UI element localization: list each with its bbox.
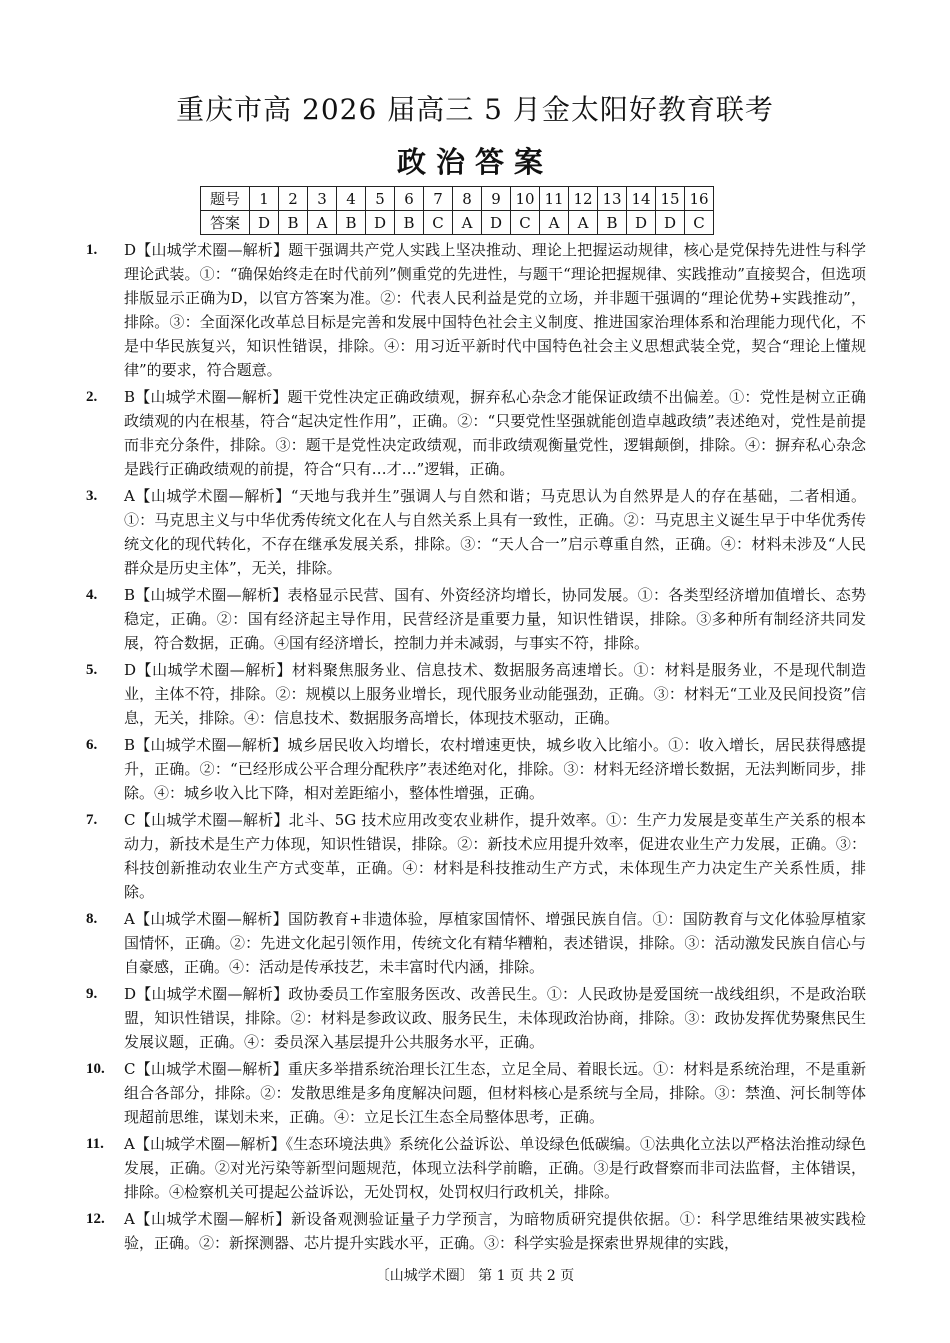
explanation-item (86, 484, 866, 580)
item-number: 1. (86, 242, 98, 258)
answer-cell: A (540, 211, 569, 235)
answer-table-number-row (201, 187, 714, 211)
item-number: 7. (86, 812, 98, 828)
question-number-cell: 8 (453, 187, 482, 211)
item-text: B【山城学术圈—解析】题干党性决定正确政绩观，摒弃私心杂念才能保证政绩不出偏差。①：党性是树立正确政绩观的内在根基，符合“起决定性作用”，正确。②：“只要党性坚强就能创造卓越政绩”表述绝对，党性是前提而非充分条件，排除。③：题干是党性决定政绩观，而非政绩观衡量党性，逻辑颠倒，排除。④：摒弃私心杂念是践行正确政绩观的前提，符合“只有…才…”逻辑，正确。 (124, 388, 866, 478)
answer-cell: D (250, 211, 279, 235)
answer-cell: B (395, 211, 424, 235)
item-text: A【山城学术圈—解析】“天地与我并生”强调人与自然和谐；马克思认为自然界是人的存在基础，二者相通。①：马克思主义与中华优秀传统文化在人与自然关系上具有一致性，正确。②：马克思主义诞生早于中华优秀传统文化的现代转化，不存在继承发展关系，排除。③：“天人合一”启示尊重自然，正确。④：材料未涉及“人民群众是历史主体”，无关，排除。 (124, 487, 866, 577)
explanation-item (86, 238, 866, 382)
explanation-list (86, 238, 866, 1258)
item-number: 12. (86, 1211, 105, 1227)
item-number: 4. (86, 587, 98, 603)
answer-table-row-label: 题号 (201, 187, 250, 211)
explanation-item (86, 808, 866, 904)
explanation-item (86, 1132, 866, 1204)
explanation-item (86, 982, 866, 1054)
answer-cell: D (656, 211, 685, 235)
page-title: 重庆市高 2026 届高三 5 月金太阳好教育联考 (176, 93, 774, 126)
item-text: A【山城学术圈—解析】新设备观测验证量子力学预言，为暗物质研究提供依据。①：科学思维结果被实践检验，正确。②：新探测器、芯片提升实践水平，正确。③：科学实验是探索世界规律的实践， (124, 1210, 866, 1252)
item-text: B【山城学术圈—解析】城乡居民收入均增长，农村增速更快，城乡收入比缩小。①：收入增长，居民获得感提升，正确。②：“已经形成公平合理分配秩序”表述绝对化，排除。③：材料无经济增长数据，无法判断同步，排除。④：城乡收入比下降，相对差距缩小，整体性增强，正确。 (124, 736, 866, 802)
item-text: B【山城学术圈—解析】表格显示民营、国有、外资经济均增长，协同发展。①：各类型经济增加值增长、态势稳定，正确。②：国有经济起主导作用，民营经济是重要力量，知识性错误，排除。③多种所有制经济共同发展，符合数据，正确。④国有经济增长，控制力并未减弱，与事实不符，排除。 (124, 586, 866, 652)
explanation-item (86, 907, 866, 979)
question-number-cell: 9 (482, 187, 511, 211)
question-number-cell: 16 (685, 187, 714, 211)
question-number-cell: 4 (337, 187, 366, 211)
answer-cell: D (627, 211, 656, 235)
answer-cell: C (685, 211, 714, 235)
item-number: 10. (86, 1061, 105, 1077)
question-number-cell: 6 (395, 187, 424, 211)
question-number-cell: 14 (627, 187, 656, 211)
answer-cell: C (511, 211, 540, 235)
answer-cell: C (424, 211, 453, 235)
item-number: 9. (86, 986, 98, 1002)
item-number: 11. (86, 1136, 104, 1152)
answer-table-answer-row (201, 211, 714, 235)
item-text: C【山城学术圈—解析】重庆多举措系统治理长江生态，立足全局、着眼长远。①：材料是系统治理，不是重新组合各部分，排除。②：发散思维是多角度解决问题，但材料核心是系统与全局，排除。③：禁渔、河长制等体现超前思维，谋划未来，正确。④：立足长江生态全局整体思考，正确。 (124, 1060, 866, 1126)
explanation-item (86, 1207, 866, 1255)
question-number-cell: 1 (250, 187, 279, 211)
answer-cell: A (569, 211, 598, 235)
page-subtitle: 政治答案 (396, 145, 553, 179)
item-text: A【山城学术圈—解析】《生态环境法典》系统化公益诉讼、单设绿色低碳编。①法典化立法以严格法治推动绿色发展，正确。②对光污染等新型问题规范，体现立法科学前瞻，正确。③是行政督察而非司法监督，主体错误，排除。④检察机关可提起公益诉讼，无处罚权，处罚权归行政机关，排除。 (124, 1135, 866, 1201)
explanation-item (86, 1057, 866, 1129)
answer-cell: B (598, 211, 627, 235)
item-text: A【山城学术圈—解析】国防教育+非遗体验，厚植家国情怀、增强民族自信。①：国防教育与文化体验厚植家国情怀，正确。②：先进文化起引领作用，传统文化有精华糟粕，表述错误，排除。③：活动激发民族自信心与自豪感，正确。④：活动是传承技艺，未丰富时代内涵，排除。 (124, 910, 866, 976)
answer-cell: D (482, 211, 511, 235)
question-number-cell: 15 (656, 187, 685, 211)
question-number-cell: 3 (308, 187, 337, 211)
item-text: C【山城学术圈—解析】北斗、5G 技术应用改变农业耕作，提升效率。①：生产力发展是变革生产关系的根本动力，新技术是生产力体现，知识性错误，排除。②：新技术应用提升效率，促进农业生产力发展，正确。③：科技创新推动农业生产方式变革，正确。④：材料是科技推动生产方式，未体现生产力决定生产关系性质，排除。 (124, 811, 866, 901)
question-number-cell: 10 (511, 187, 540, 211)
item-text: D【山城学术圈—解析】材料聚焦服务业、信息技术、数据服务高速增长。①：材料是服务业，不是现代制造业，主体不符，排除。②：规模以上服务业增长，现代服务业动能强劲，正确。③：材料无“工业及民间投资”信息，无关，排除。④：信息技术、数据服务高增长，体现技术驱动，正确。 (124, 661, 866, 727)
question-number-cell: 7 (424, 187, 453, 211)
answer-table-row-label: 答案 (201, 211, 250, 235)
item-text: D【山城学术圈—解析】题干强调共产党人实践上坚决推动、理论上把握运动规律，核心是党保持先进性与科学理论武装。①：“确保始终走在时代前列”侧重党的先进性，与题干“理论把握规律、实践推动”直接契合，但选项排版显示正确为D，以官方答案为准。②：代表人民利益是党的立场，并非题干强调的“理论优势+实践推动”，排除。③：全面深化改革总目标是完善和发展中国特色社会主义制度、推进国家治理体系和治理能力现代化，不是中华民族复兴，知识性错误，排除。④：用习近平新时代中国特色社会主义思想武装全党，契合“理论上懂规律”的要求，符合题意。 (124, 241, 866, 379)
question-number-cell: 11 (540, 187, 569, 211)
item-number: 2. (86, 389, 98, 405)
question-number-cell: 13 (598, 187, 627, 211)
answer-cell: A (453, 211, 482, 235)
question-number-cell: 12 (569, 187, 598, 211)
question-number-cell: 2 (279, 187, 308, 211)
item-number: 3. (86, 488, 98, 504)
answer-cell: B (279, 211, 308, 235)
answer-cell: D (366, 211, 395, 235)
answer-cell: A (308, 211, 337, 235)
explanation-item (86, 658, 866, 730)
explanation-item (86, 733, 866, 805)
explanation-item (86, 583, 866, 655)
item-number: 5. (86, 662, 98, 678)
explanation-item (86, 385, 866, 481)
question-number-cell: 5 (366, 187, 395, 211)
item-number: 6. (86, 737, 98, 753)
item-number: 8. (86, 911, 98, 927)
item-text: D【山城学术圈—解析】政协委员工作室服务医改、改善民生。①：人民政协是爱国统一战线组织，不是政治联盟，知识性错误，排除。②：材料是参政议政、服务民生，未体现政治协商，排除。③：政协发挥优势聚焦民生发展议题，正确。④：委员深入基层提升公共服务水平，正确。 (124, 985, 866, 1051)
page-footer: 〔山城学术圈〕 第 1 页 共 2 页 (375, 1268, 575, 1284)
answer-table (200, 186, 714, 235)
answer-cell: B (337, 211, 366, 235)
